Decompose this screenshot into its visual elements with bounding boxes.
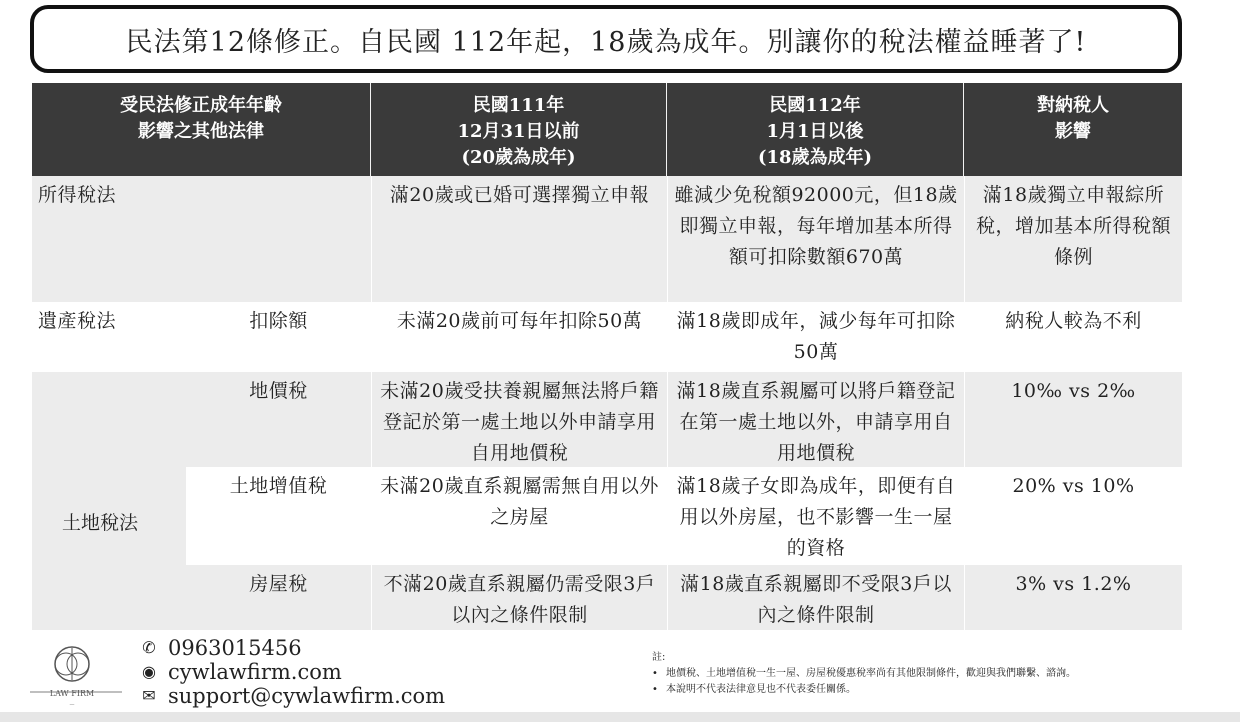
law-item: 扣除額 [186, 302, 371, 372]
table-row-house-tax [186, 565, 1182, 630]
header-text: 影響 [1055, 121, 1091, 142]
law-item: 土地增值稅 [186, 467, 371, 565]
notes-title: 註: [652, 652, 666, 663]
law-firm-logo [22, 640, 132, 710]
impact-cell: 10‰ vs 2‰ [964, 372, 1182, 467]
svg-text:—: — [69, 702, 75, 708]
law-item: 地價稅 [186, 372, 371, 467]
headline-text: 民法第12條修正。自民國 112年起，18歲為成年。別讓你的稅法權益睡著了! [125, 26, 1087, 58]
before-cell: 未滿20歲前可每年扣除50萬 [371, 302, 667, 372]
globe-icon: ◉ [142, 662, 156, 681]
before-cell: 滿20歲或已婚可選擇獨立申報 [371, 176, 667, 302]
table-row-land-increment-tax [186, 467, 1182, 565]
law-item [186, 176, 371, 302]
header-impact [964, 83, 1182, 176]
table-row-estate-tax [32, 302, 1182, 372]
email-line [136, 684, 445, 708]
table-row-income-tax [32, 176, 1182, 302]
law-item: 房屋稅 [186, 565, 371, 630]
footnotes [652, 650, 1076, 698]
header-text: (18歲為成年) [757, 147, 873, 168]
header-text: 12月31日以前 [457, 121, 580, 142]
header-text: 民國112年 [769, 95, 861, 116]
land-tax-block [32, 372, 1182, 630]
header-text: 影響之其他法律 [138, 121, 264, 142]
note-text: 本說明不代表法律意見也不代表委任關係。 [666, 684, 856, 695]
header-text: 受民法修正成年年齡 [120, 95, 282, 116]
impact-cell: 納稅人較為不利 [964, 302, 1182, 372]
after-cell: 雖減少免稅額92000元，但18歲即獨立申報，每年增加基本所得額可扣除數額670萬 [667, 176, 964, 302]
mailbox-icon: ✉ [142, 686, 156, 705]
website-line [136, 660, 445, 684]
footer [0, 632, 1240, 722]
header-text: (20歲為成年) [461, 147, 576, 168]
note-item [652, 682, 1076, 698]
bottom-bar [0, 712, 1240, 722]
before-cell: 未滿20歲受扶養親屬無法將戶籍登記於第一處土地以外申請享用自用地價稅 [371, 372, 667, 467]
header-before [371, 83, 667, 176]
tax-impact-table [32, 83, 1182, 630]
note-item [652, 666, 1076, 682]
after-cell: 滿18歲直系親屬可以將戶籍登記在第一處土地以外，申請享用自用地價稅 [667, 372, 964, 467]
after-cell: 滿18歲直系親屬即不受限3戶以內之條件限制 [667, 565, 964, 630]
table-row-land-value-tax [186, 372, 1182, 467]
website-link[interactable]: cywlawfirm.com [168, 660, 342, 684]
law-firm-logo-icon [22, 640, 132, 710]
bullet-icon: • [652, 684, 658, 695]
table-header [32, 83, 1182, 176]
header-after [667, 83, 964, 176]
law-name: 遺產稅法 [32, 302, 186, 372]
header-text: 1月1日以後 [766, 121, 864, 142]
contact-info [136, 636, 445, 708]
note-text: 地價稅、土地增值稅一生一屋、房屋稅優惠稅率尚有其他限制條件，歡迎與我們聯繫、諮詢。 [666, 668, 1076, 679]
headline-banner [30, 5, 1182, 73]
phone-line [136, 636, 445, 660]
phone-icon: ✆ [142, 638, 156, 657]
header-text: 民國111年 [472, 95, 565, 116]
header-text: 對納稅人 [1037, 95, 1109, 116]
svg-text:LAW FIRM: LAW FIRM [49, 689, 95, 698]
before-cell: 不滿20歲直系親屬仍需受限3戶以內之條件限制 [371, 565, 667, 630]
law-name: 土地稅法 [32, 372, 186, 630]
email-link[interactable]: support@cywlawfirm.com [168, 684, 446, 708]
after-cell: 滿18歲子女即為成年，即便有自用以外房屋，也不影響一生一屋的資格 [667, 467, 964, 565]
after-cell: 滿18歲即成年，減少每年可扣除50萬 [667, 302, 964, 372]
impact-cell: 3% vs 1.2% [964, 565, 1182, 630]
before-cell: 未滿20歲直系親屬需無自用以外之房屋 [371, 467, 667, 565]
bullet-icon: • [652, 668, 658, 679]
impact-cell: 滿18歲獨立申報綜所稅，增加基本所得稅額條例 [964, 176, 1182, 302]
header-affected-laws [32, 83, 371, 176]
phone-number[interactable]: 0963015456 [168, 636, 302, 660]
law-name: 所得稅法 [32, 176, 186, 302]
impact-cell: 20% vs 10% [964, 467, 1182, 565]
